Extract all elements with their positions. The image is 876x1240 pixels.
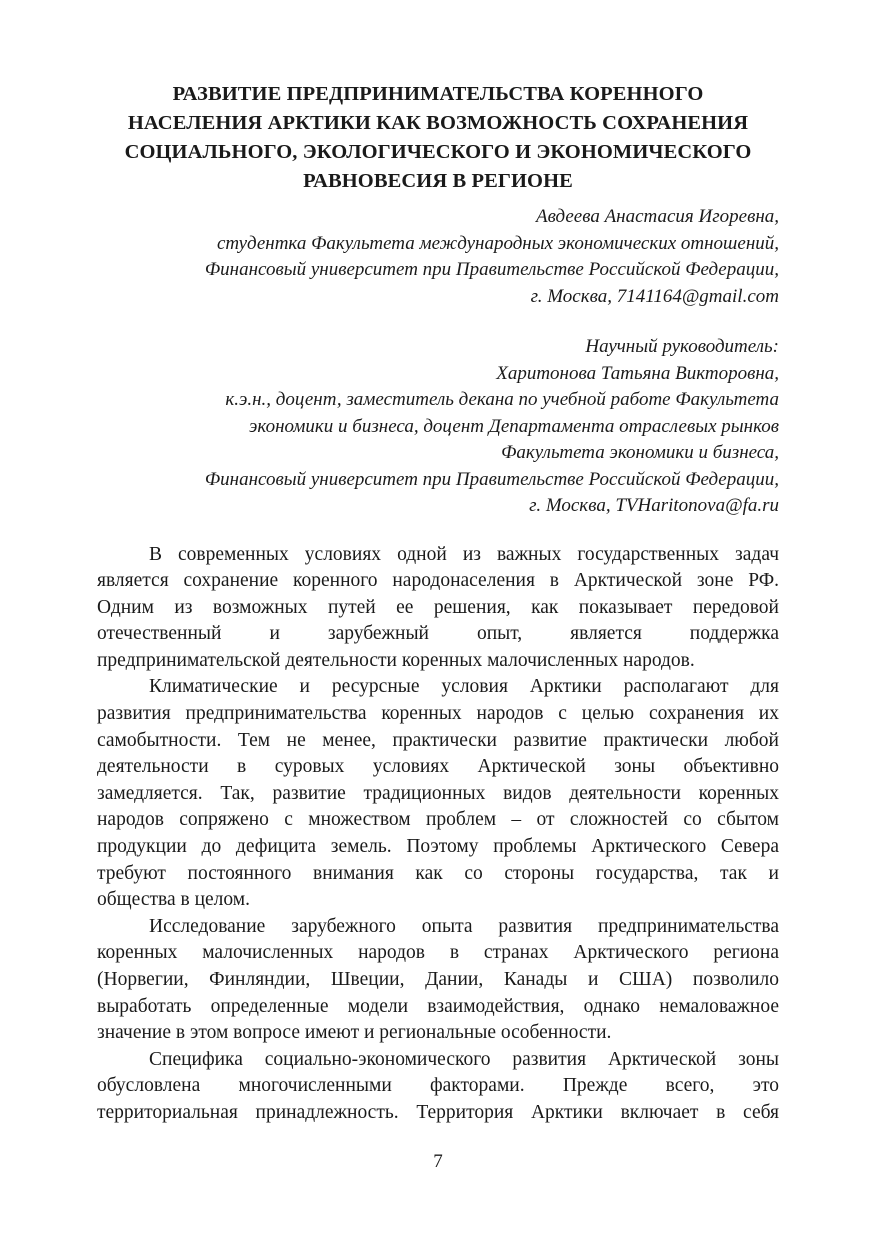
paragraph-line: значение в этом вопросе имеют и региональные особенности. <box>97 1022 612 1044</box>
paragraph-line: выработать определенные модели взаимодействия, однако немаловажное <box>97 995 779 1017</box>
title-line: НАСЕЛЕНИЯ АРКТИКИ КАК ВОЗМОЖНОСТЬ СОХРАНЕНИЯ <box>127 112 749 134</box>
supervisor-block <box>97 334 779 520</box>
supervisor-contact: г. Москва, TVHaritonova@fa.ru <box>529 495 779 516</box>
paragraph-line: предпринимательской деятельности коренных малочисленных народов. <box>97 649 695 671</box>
author-name: Авдеева Анастасия Игоревна, <box>536 206 779 227</box>
paragraph-line: коренных малочисленных народов в странах Арктического региона <box>97 942 779 964</box>
paragraph-line: деятельности в суровых условиях Арктической зоны объективно <box>97 756 779 778</box>
supervisor-university: Финансовый университет при Правительстве Российской Федерации, <box>204 468 779 490</box>
supervisor-heading: Научный руководитель: <box>585 336 779 357</box>
page-number: 7 <box>433 1151 443 1172</box>
paragraph-line: Специфика социально-экономического развития Арктической зоны <box>149 1048 779 1070</box>
paragraph-line: замедляется. Так, развитие традиционных видов деятельности коренных <box>97 782 779 804</box>
author-contact: г. Москва, 7141164@gmail.com <box>530 285 779 307</box>
supervisor-position: экономики и бизнеса, доцент Департамента отраслевых рынков <box>249 415 779 437</box>
paragraph-line: общества в целом. <box>97 889 250 911</box>
title-line: РАЗВИТИЕ ПРЕДПРИНИМАТЕЛЬСТВА КОРЕННОГО <box>172 83 704 105</box>
body-paragraph <box>97 914 779 1047</box>
author-university: Финансовый университет при Правительстве Российской Федерации, <box>204 259 779 280</box>
body-paragraph <box>97 674 779 913</box>
paragraph-line: обусловлена многочисленными факторами. Прежде всего, это <box>97 1075 779 1097</box>
article-page <box>97 80 779 1127</box>
body-paragraph <box>97 542 779 675</box>
paragraph-line: территориальная принадлежность. Территория Арктики включает в себя <box>97 1101 779 1123</box>
body-paragraph <box>97 1047 779 1127</box>
supervisor-position: к.э.н., доцент, заместитель декана по учебной работе Факультета <box>225 389 779 410</box>
article-title <box>97 80 779 196</box>
author-position: студентка Факультета международных экономических отношений, <box>216 232 779 254</box>
paragraph-line: развития предпринимательства коренных народов с целью сохранения их <box>97 703 779 725</box>
author-block <box>97 204 779 310</box>
supervisor-position: Факультета экономики и бизнеса, <box>501 442 779 463</box>
paragraph-line: отечественный и зарубежный опыт, является поддержка <box>97 623 779 645</box>
supervisor-name: Харитонова Татьяна Викторовна, <box>496 362 779 384</box>
paragraph-line: продукции до дефицита земель. Поэтому проблемы Арктического Севера <box>97 836 779 858</box>
paragraph-line: (Норвегии, Финляндии, Швеции, Дании, Канады и США) позволило <box>97 969 779 990</box>
title-line: РАВНОВЕСИЯ В РЕГИОНЕ <box>303 170 573 192</box>
article-body <box>97 542 779 1127</box>
paragraph-line: Климатические и ресурсные условия Арктики располагают для <box>149 676 779 698</box>
title-line: СОЦИАЛЬНОГО, ЭКОЛОГИЧЕСКОГО И ЭКОНОМИЧЕСКОГО <box>124 141 752 163</box>
paragraph-line: Исследование зарубежного опыта развития предпринимательства <box>149 915 779 937</box>
paragraph-line: самобытности. Тем не менее, практически развитие практически любой <box>97 729 779 751</box>
paragraph-line: требуют постоянного внимания как со стороны государства, так и <box>97 862 779 884</box>
paragraph-line: В современных условиях одной из важных государственных задач <box>149 543 779 565</box>
paragraph-line: Одним из возможных путей ее решения, как показывает передовой <box>97 596 779 618</box>
paragraph-line: народов сопряжено с множеством проблем – от сложностей со сбытом <box>97 809 779 831</box>
paragraph-line: является сохранение коренного народонаселения в Арктической зоне РФ. <box>97 570 779 592</box>
